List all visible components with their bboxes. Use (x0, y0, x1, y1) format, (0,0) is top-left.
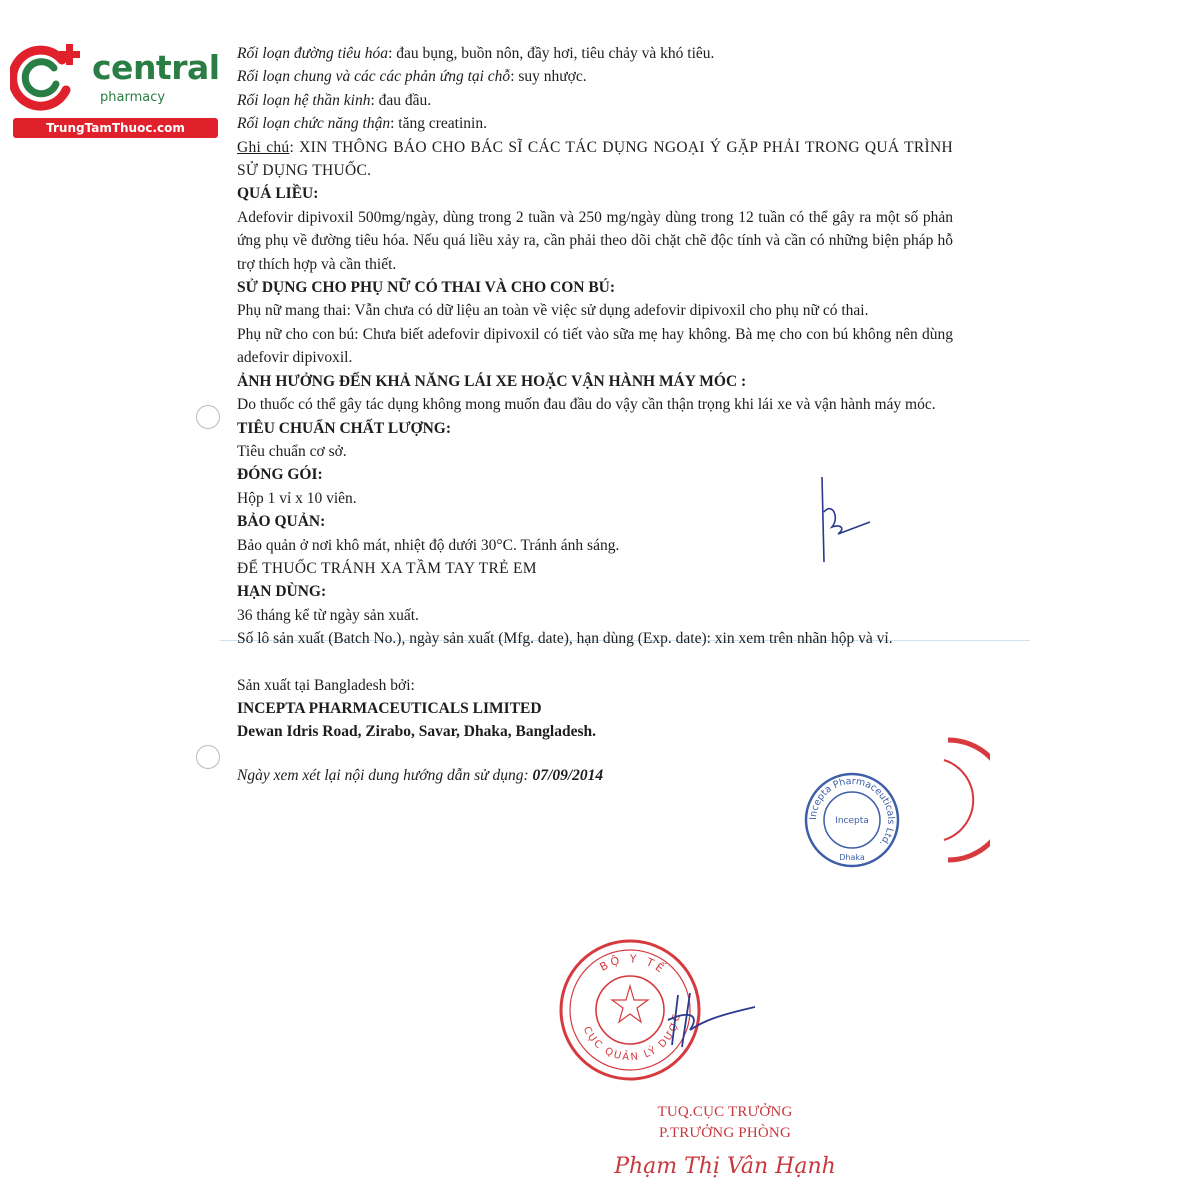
punch-hole (196, 745, 220, 769)
partial-red-stamp (940, 735, 990, 865)
lactation-text: Phụ nữ cho con bú: Chưa biết adefovir dipivoxil có tiết vào sữa mẹ hay không. Bà mẹ cho con bú không nên dùng adefovir dipivoxil. (237, 325, 953, 367)
brand-website[interactable]: TrungTamThuoc.com (13, 118, 218, 138)
packing-heading: ĐÓNG GÓI: (237, 466, 323, 484)
storage-text: Bảo quản ở nơi khô mát, nhiệt độ dưới 30°C. Tránh ánh sáng. (237, 536, 620, 554)
note-paragraph: Ghi chú: XIN THÔNG BÁO CHO BÁC SĨ CÁC TÁC DỤNG NGOẠI Ý GẶP PHẢI TRONG QUÁ TRÌNH SỬ DỤNG THUỐC. (237, 138, 953, 180)
signatory-title: TUQ.CỤC TRƯỞNG (657, 1104, 793, 1120)
pregnancy-heading: SỬ DỤNG CHO PHỤ NỮ CÓ THAI VÀ CHO CON BÚ: (237, 279, 616, 297)
svg-text:BỘ Y TẾ: BỘ Y TẾ (597, 952, 669, 977)
signatory-block (600, 1102, 850, 1179)
brand-subtitle: pharmacy (100, 90, 166, 105)
pregnancy-text: Phụ nữ mang thai: Vẫn chưa có dữ liệu an toàn về việc sử dụng adefovir dipivoxil cho phụ nữ có thai. (237, 302, 869, 320)
company-stamp (802, 770, 902, 870)
signatory-subtitle: P.TRƯỞNG PHÒNG (659, 1125, 791, 1141)
driving-text: Do thuốc có thể gây tác dụng không mong muốn đau đầu do vậy cần thận trọng khi lái xe và vận hành máy móc. (237, 396, 936, 414)
batch-text: Số lô sản xuất (Batch No.), ngày sản xuất (Mfg. date), hạn dùng (Exp. date): xin xem trên nhãn hộp và vỉ. (237, 630, 893, 648)
packing-text: Hộp 1 vỉ x 10 viên. (237, 489, 357, 507)
quality-heading: TIÊU CHUẨN CHẤT LƯỢNG: (237, 419, 452, 437)
svg-text:Incepta: Incepta (835, 816, 869, 826)
punch-hole (196, 405, 220, 429)
director-signature (660, 985, 760, 1055)
overdose-text: Adefovir dipivoxil 500mg/ngày, dùng trong 2 tuần và 250 mg/ngày dùng trong 12 tuần có thể gây ra một số phản ứng phụ về đường tiêu hóa. Nếu quá liều xảy ra, cần phải theo dõi chặt chẽ độc tính và cần có những biện pháp hỗ trợ thích hợp và cần thiết. (237, 208, 953, 273)
expiry-heading: HẠN DÙNG: (237, 583, 327, 601)
side-effect-line: Rối loạn chức năng thận: tăng creatinin. (237, 115, 487, 133)
expiry-text: 36 tháng kể từ ngày sản xuất. (237, 606, 419, 624)
initial-signature (810, 472, 890, 567)
brand-name: central (92, 48, 220, 87)
quality-text: Tiêu chuẩn cơ sở. (237, 442, 347, 460)
leaflet-text (237, 42, 953, 787)
review-date: 07/09/2014 (532, 766, 604, 784)
manufacturer-intro: Sản xuất tại Bangladesh bởi: (237, 676, 415, 694)
central-pharmacy-logo (10, 38, 220, 138)
driving-heading: ẢNH HƯỞNG ĐẾN KHẢ NĂNG LÁI XE HOẶC VẬN HÀNH MÁY MÓC : (237, 372, 747, 390)
overdose-heading: QUÁ LIỀU: (237, 185, 319, 203)
svg-text:CỤC QUẢN LÝ DƯỢC: CỤC QUẢN LÝ DƯỢC (580, 1011, 684, 1064)
pharmacy-cross-icon (10, 38, 92, 118)
storage-warning: ĐỂ THUỐC TRÁNH XA TẦM TAY TRẺ EM (237, 559, 537, 577)
side-effect-line: Rối loạn chung và các các phản ứng tại chỗ: suy nhược. (237, 68, 587, 86)
svg-text:Dhaka: Dhaka (839, 853, 865, 862)
manufacturer-name: INCEPTA PHARMACEUTICALS LIMITED (237, 699, 542, 717)
review-date-line: Ngày xem xét lại nội dung hướng dẫn sử dụng: 07/09/2014 (237, 766, 604, 784)
side-effect-line: Rối loạn đường tiêu hóa: đau bụng, buồn nôn, đầy hơi, tiêu chảy và khó tiêu. (237, 45, 715, 62)
svg-text:Incepta Pharmaceuticals Ltd.: Incepta Pharmaceuticals Ltd. (807, 775, 897, 849)
side-effect-line: Rối loạn hệ thần kinh: đau đầu. (237, 91, 432, 109)
storage-heading: BẢO QUẢN: (237, 513, 326, 531)
signatory-name: Phạm Thị Vân Hạnh (614, 1154, 836, 1179)
manufacturer-address: Dewan Idris Road, Zirabo, Savar, Dhaka, Bangladesh. (237, 723, 597, 741)
